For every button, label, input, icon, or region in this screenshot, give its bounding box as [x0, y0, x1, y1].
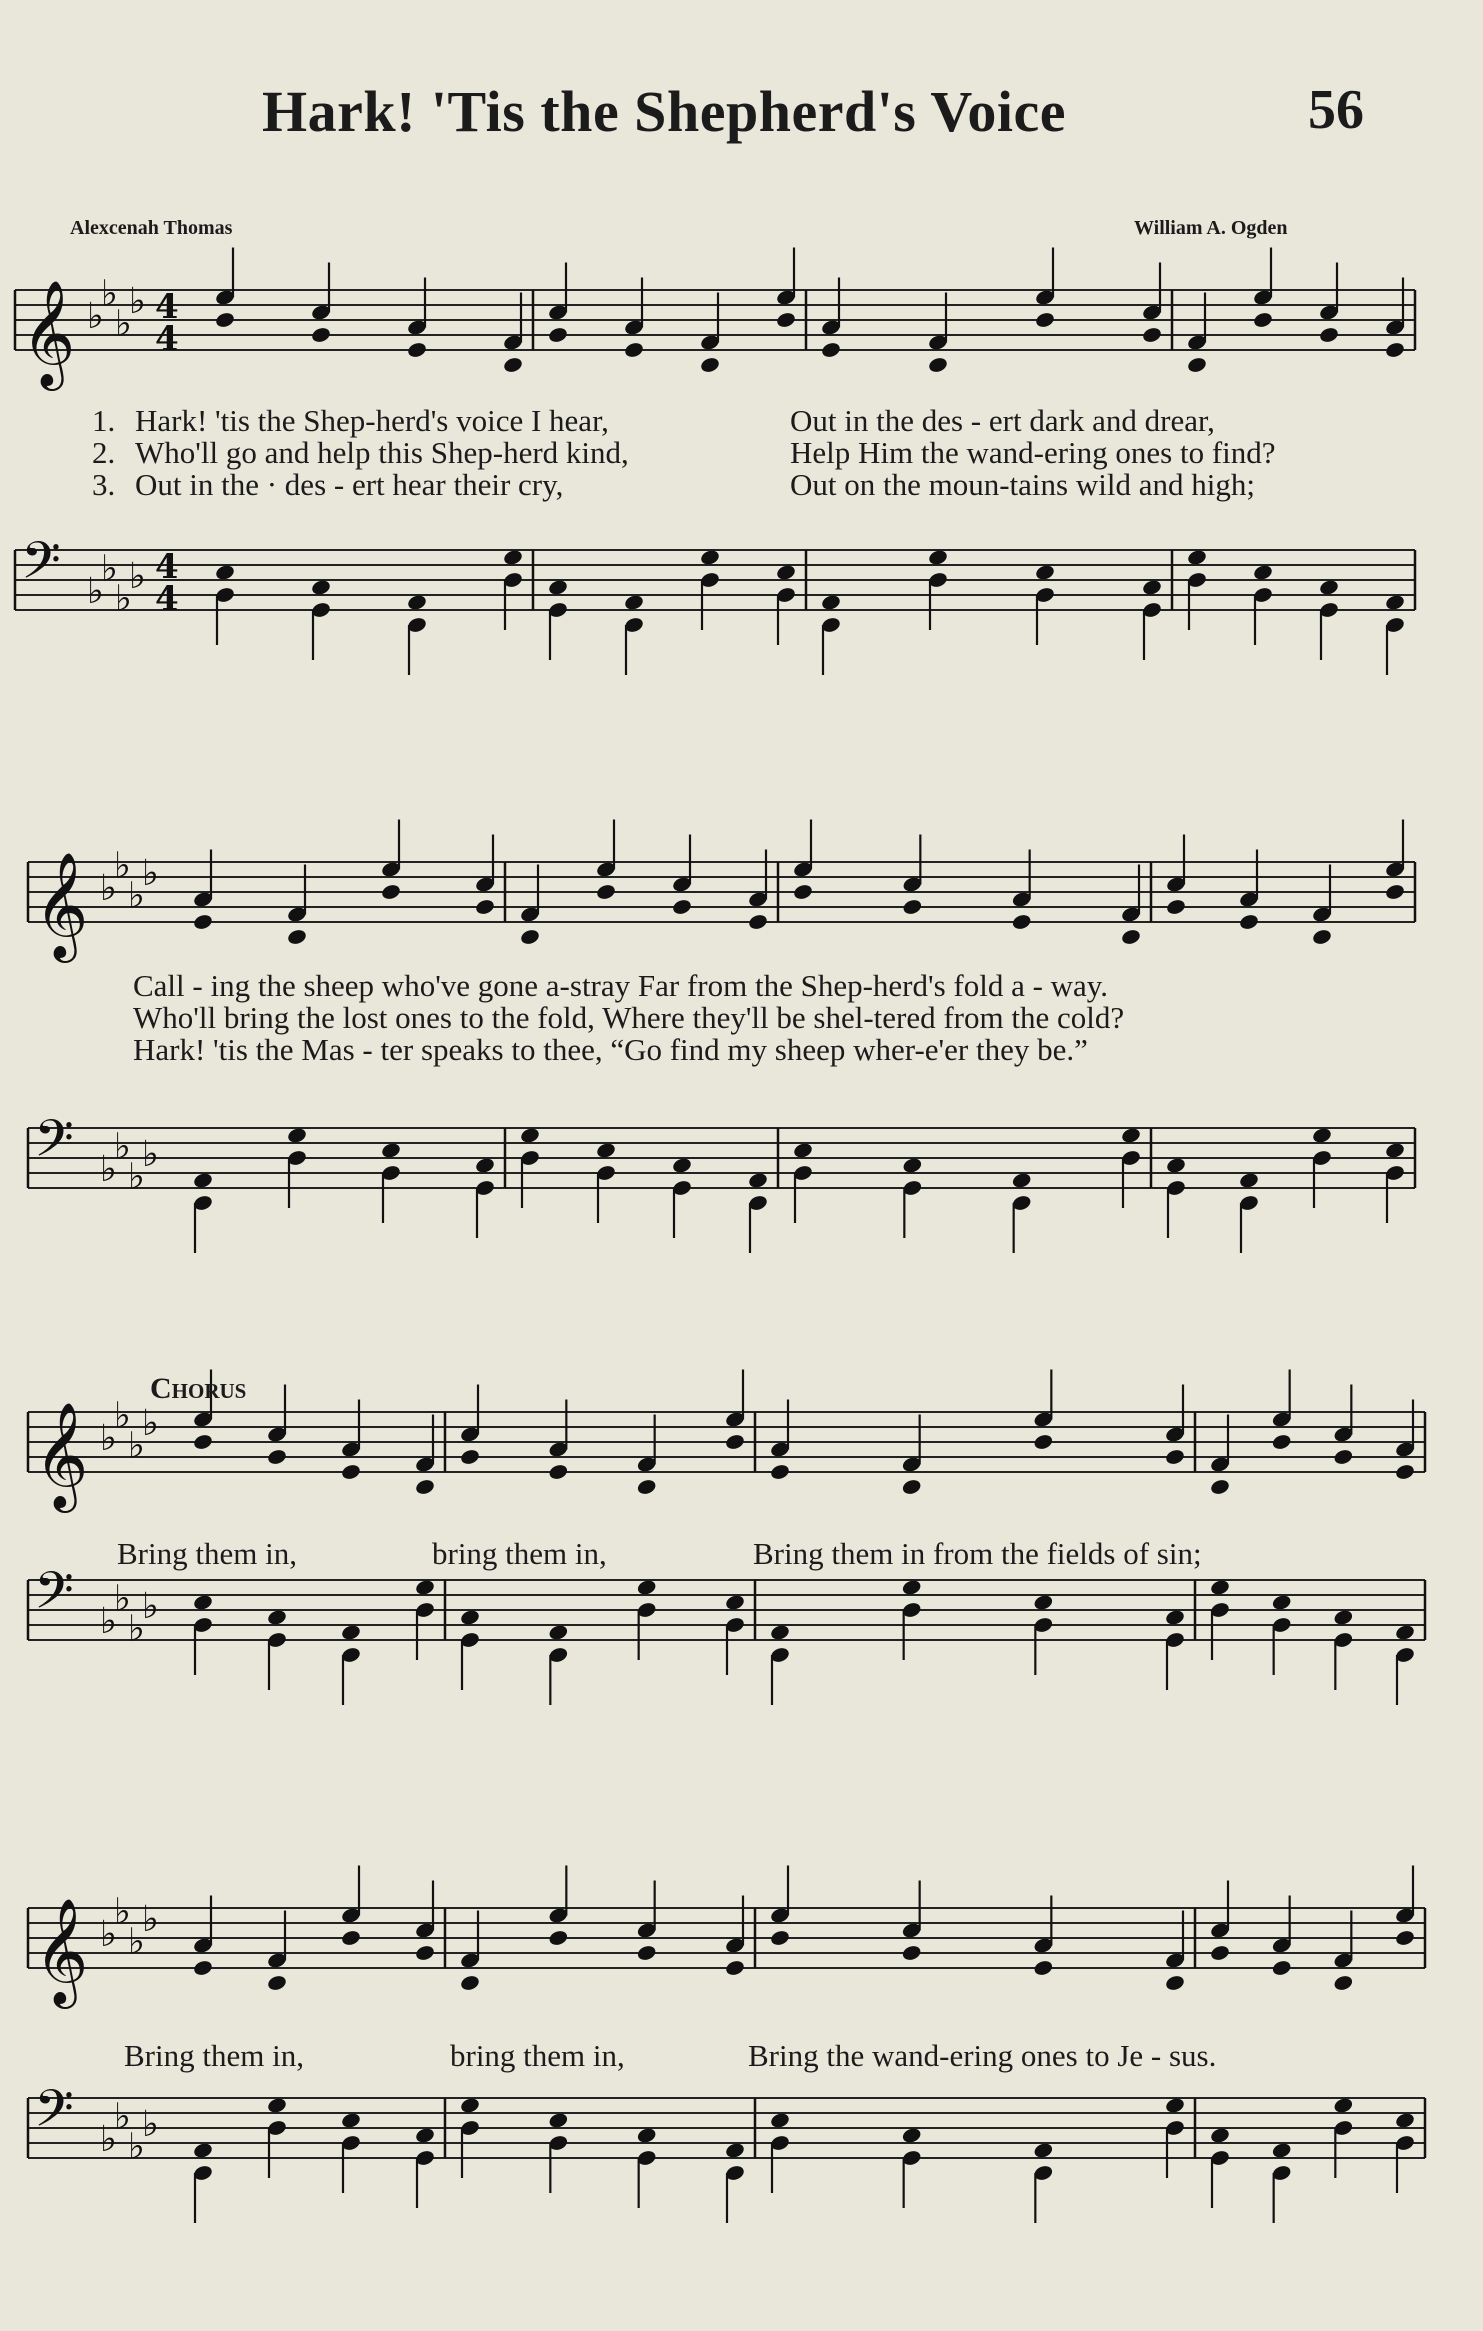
svg-text:♭: ♭ — [101, 273, 118, 315]
hymn-number: 56 — [1308, 79, 1364, 141]
svg-text:♭: ♭ — [142, 1134, 159, 1175]
svg-text:𝄞: 𝄞 — [34, 851, 89, 958]
chorus-line-1-c: Bring them in from the fields of sin; — [753, 1536, 1202, 1571]
svg-text:𝄢: 𝄢 — [34, 1108, 74, 1181]
verse-2-line-a: Who'll go and help this Shep-herd kind, — [135, 435, 629, 470]
svg-text:♭: ♭ — [142, 2104, 159, 2145]
svg-text:♭: ♭ — [100, 1601, 117, 1642]
svg-text:4: 4 — [155, 547, 179, 587]
svg-text:♭: ♭ — [128, 1921, 145, 1963]
svg-text:♭: ♭ — [142, 1899, 159, 1940]
svg-text:𝄞: 𝄞 — [34, 1897, 89, 2004]
svg-text:♭: ♭ — [142, 1403, 159, 1444]
svg-text:♭: ♭ — [87, 571, 104, 612]
verse-1-number: 1. — [92, 403, 116, 438]
chorus-line-2-a: Bring them in, — [124, 2038, 304, 2073]
svg-text:♭: ♭ — [100, 1149, 117, 1190]
chorus-line-1-b: bring them in, — [432, 1536, 607, 1571]
svg-text:♭: ♭ — [128, 875, 145, 917]
lyricist-credit: Alexcenah Thomas — [70, 217, 233, 239]
svg-text:♭: ♭ — [114, 1395, 131, 1437]
verse-1-line-b: Out in the des - ert dark and drear, — [790, 403, 1215, 438]
svg-text:♭: ♭ — [115, 578, 132, 620]
verse-3-line-a: Out in the · des - ert hear their cry, — [135, 467, 564, 502]
system2-lyric-line-2: Who'll bring the lost ones to the fold, Where they'll be shel-tered from the cold? — [133, 1000, 1125, 1035]
verse-3-number: 3. — [92, 467, 116, 502]
svg-text:4: 4 — [155, 579, 179, 619]
svg-text:♭: ♭ — [114, 1126, 131, 1168]
svg-text:♭: ♭ — [128, 1156, 145, 1198]
svg-text:4: 4 — [155, 319, 179, 359]
chorus-line-2-c: Bring the wand-ering ones to Je - sus. — [748, 2038, 1217, 2073]
svg-text:𝄞: 𝄞 — [21, 279, 76, 386]
system2-lyric-line-1: Call - ing the sheep who've gone a-stray Far from the Shep-herd's fold a - way. — [133, 968, 1109, 1003]
svg-text:4: 4 — [155, 287, 179, 327]
hymn-title: Hark! 'Tis the Shepherd's Voice — [262, 79, 1066, 144]
svg-text:♭: ♭ — [100, 1418, 117, 1459]
verse-1-line-a: Hark! 'tis the Shep-herd's voice I hear, — [135, 403, 609, 438]
svg-text:𝄢: 𝄢 — [21, 530, 61, 603]
chorus-line-2-b: bring them in, — [450, 2038, 625, 2073]
svg-text:♭: ♭ — [142, 1586, 159, 1627]
svg-text:♭: ♭ — [114, 845, 131, 887]
svg-text:♭: ♭ — [114, 2096, 131, 2138]
svg-text:♭: ♭ — [100, 2119, 117, 2160]
svg-text:♭: ♭ — [100, 1914, 117, 1955]
svg-text:♭: ♭ — [128, 1425, 145, 1467]
svg-text:♭: ♭ — [128, 1608, 145, 1650]
verse-2-number: 2. — [92, 435, 116, 470]
svg-text:♭: ♭ — [129, 556, 146, 597]
svg-text:𝄢: 𝄢 — [34, 1560, 74, 1633]
svg-text:♭: ♭ — [129, 281, 146, 322]
svg-text:♭: ♭ — [101, 548, 118, 590]
svg-text:♭: ♭ — [87, 296, 104, 337]
verse-3-line-b: Out on the moun-tains wild and high; — [790, 467, 1255, 502]
svg-text:♭: ♭ — [114, 1891, 131, 1933]
chorus-label: Chorus — [150, 1372, 247, 1405]
svg-text:♭: ♭ — [100, 868, 117, 909]
verse-2-line-b: Help Him the wand-ering ones to find? — [790, 435, 1276, 470]
svg-text:𝄞: 𝄞 — [34, 1401, 89, 1508]
svg-text:♭: ♭ — [115, 303, 132, 345]
svg-text:♭: ♭ — [128, 2126, 145, 2168]
svg-text:♭: ♭ — [114, 1578, 131, 1620]
composer-credit: William A. Ogden — [1134, 217, 1288, 239]
svg-text:♭: ♭ — [142, 853, 159, 894]
svg-text:𝄢: 𝄢 — [34, 2078, 74, 2151]
system2-lyric-line-3: Hark! 'tis the Mas - ter speaks to thee, “Go find my sheep wher-e'er they be.” — [133, 1032, 1088, 1067]
chorus-line-1-a: Bring them in, — [117, 1536, 297, 1571]
